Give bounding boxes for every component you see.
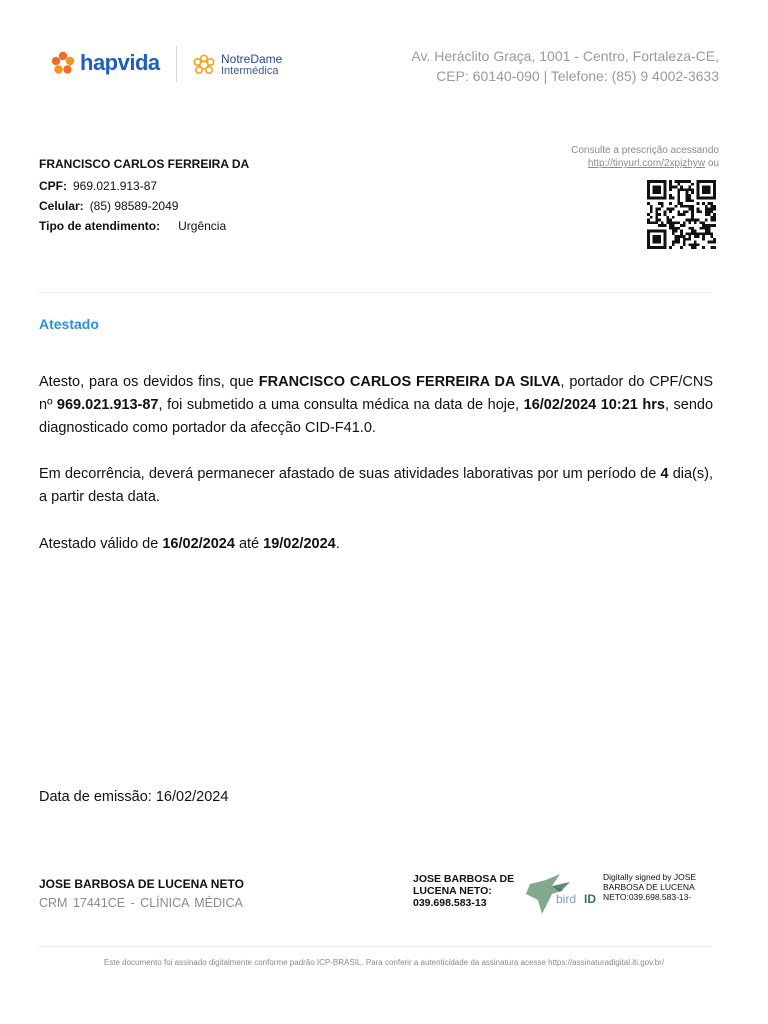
doctor-info <box>39 876 244 910</box>
prescription-link[interactable]: http://tinyurl.com/2xpjzhyw <box>587 158 706 169</box>
notredame-logo <box>191 52 282 78</box>
address-line2: CEP: 60140-090 | Telefone: (85) 9 4002-3633 <box>436 68 719 84</box>
cpf-label: CPF: <box>39 179 67 193</box>
signed-line1: Digitally signed by JOSE <box>603 872 697 882</box>
notredame-line1: NotreDame <box>221 52 283 66</box>
p3-date-to: 19/02/2024 <box>263 536 336 552</box>
notredame-line2: Intermédica <box>221 65 279 77</box>
digital-signature <box>412 868 712 923</box>
p3-text-2: até <box>234 536 264 552</box>
hapvida-wordmark: hapvida <box>80 50 160 75</box>
paragraph-validity <box>39 533 713 556</box>
p3-text-3: . <box>335 536 340 552</box>
notredame-mark-icon <box>191 52 217 78</box>
p1-patient-name: FRANCISCO CARLOS FERREIRA DA SILVA <box>258 374 561 390</box>
patient-name: FRANCISCO CARLOS FERREIRA DA <box>39 157 250 171</box>
logo-divider <box>176 46 177 82</box>
emission-date: Data de emissão: 16/02/2024 <box>39 789 229 805</box>
svg-text:bird: bird <box>556 892 577 906</box>
celular-label: Celular: <box>39 199 84 213</box>
qr-note-suffix: ou <box>705 158 719 169</box>
p1-text-2: , portador do CPF/CNS nº <box>39 374 713 413</box>
qr-note <box>571 144 719 170</box>
paragraph-diagnosis <box>39 371 713 440</box>
celular-value: (85) 98589-2049 <box>89 199 179 213</box>
p2-days: 4 <box>660 466 669 482</box>
tipo-label: Tipo de atendimento: <box>39 219 161 233</box>
p1-datetime: 16/02/2024 10:21 hrs <box>523 397 665 413</box>
doctor-name: JOSE BARBOSA DE LUCENA NETO <box>39 877 244 891</box>
page-header <box>0 0 768 120</box>
tipo-value: Urgência <box>178 219 227 233</box>
hapvida-flower-icon <box>50 50 76 76</box>
cpf-value: 969.021.913-87 <box>73 179 158 193</box>
section-title: Atestado <box>39 316 99 332</box>
p1-text-3: , foi submetido a uma consulta médica na data de hoje, <box>158 397 524 413</box>
clinic-address <box>411 46 719 86</box>
qr-code-icon[interactable] <box>645 180 718 249</box>
p2-text-1: Em decorrência, deverá permanecer afastado de suas atividades laborativas por um período de <box>39 466 661 482</box>
p1-cpf: 969.021.913-87 <box>56 397 159 413</box>
p1-text-1: Atesto, para os devidos fins, que <box>39 374 259 390</box>
p2-text-2: dia(s), a partir desta data. <box>39 466 713 505</box>
signed-note <box>603 872 713 902</box>
paragraph-leave <box>39 463 713 509</box>
signed-line2: BARBOSA DE LUCENA <box>603 882 695 892</box>
patient-info <box>39 154 249 236</box>
signer-line2: LUCENA NETO: <box>413 885 492 897</box>
p3-text-1: Atestado válido de <box>39 536 163 552</box>
divider <box>38 292 712 293</box>
signed-line3: NETO:039.698.583-13- <box>603 892 692 902</box>
footer-note: Este documento foi assinado digitalmente conforme padrão ICP-BRASIL. Para conferir a autenticidade da assinatura acesse https://assinaturadigital.iti.gov.br/ <box>103 958 665 967</box>
signer-block <box>413 873 531 909</box>
footer-divider <box>38 946 712 947</box>
address-line1: Av. Heráclito Graça, 1001 - Centro, Fortaleza-CE, <box>411 48 719 64</box>
p1-text-4: , sendo diagnosticado como portador da afecção CID-F41.0. <box>39 397 714 436</box>
qr-note-text: Consulte a prescrição acessando <box>571 145 719 156</box>
hapvida-logo <box>50 50 160 76</box>
signer-line3: 039.698.583-13 <box>413 897 487 909</box>
p3-date-from: 16/02/2024 <box>162 536 235 552</box>
signer-line1: JOSE BARBOSA DE <box>413 873 515 885</box>
doctor-crm: CRM 17441CE - CLÍNICA MÉDICA <box>39 896 243 910</box>
svg-text:ID: ID <box>584 892 596 906</box>
